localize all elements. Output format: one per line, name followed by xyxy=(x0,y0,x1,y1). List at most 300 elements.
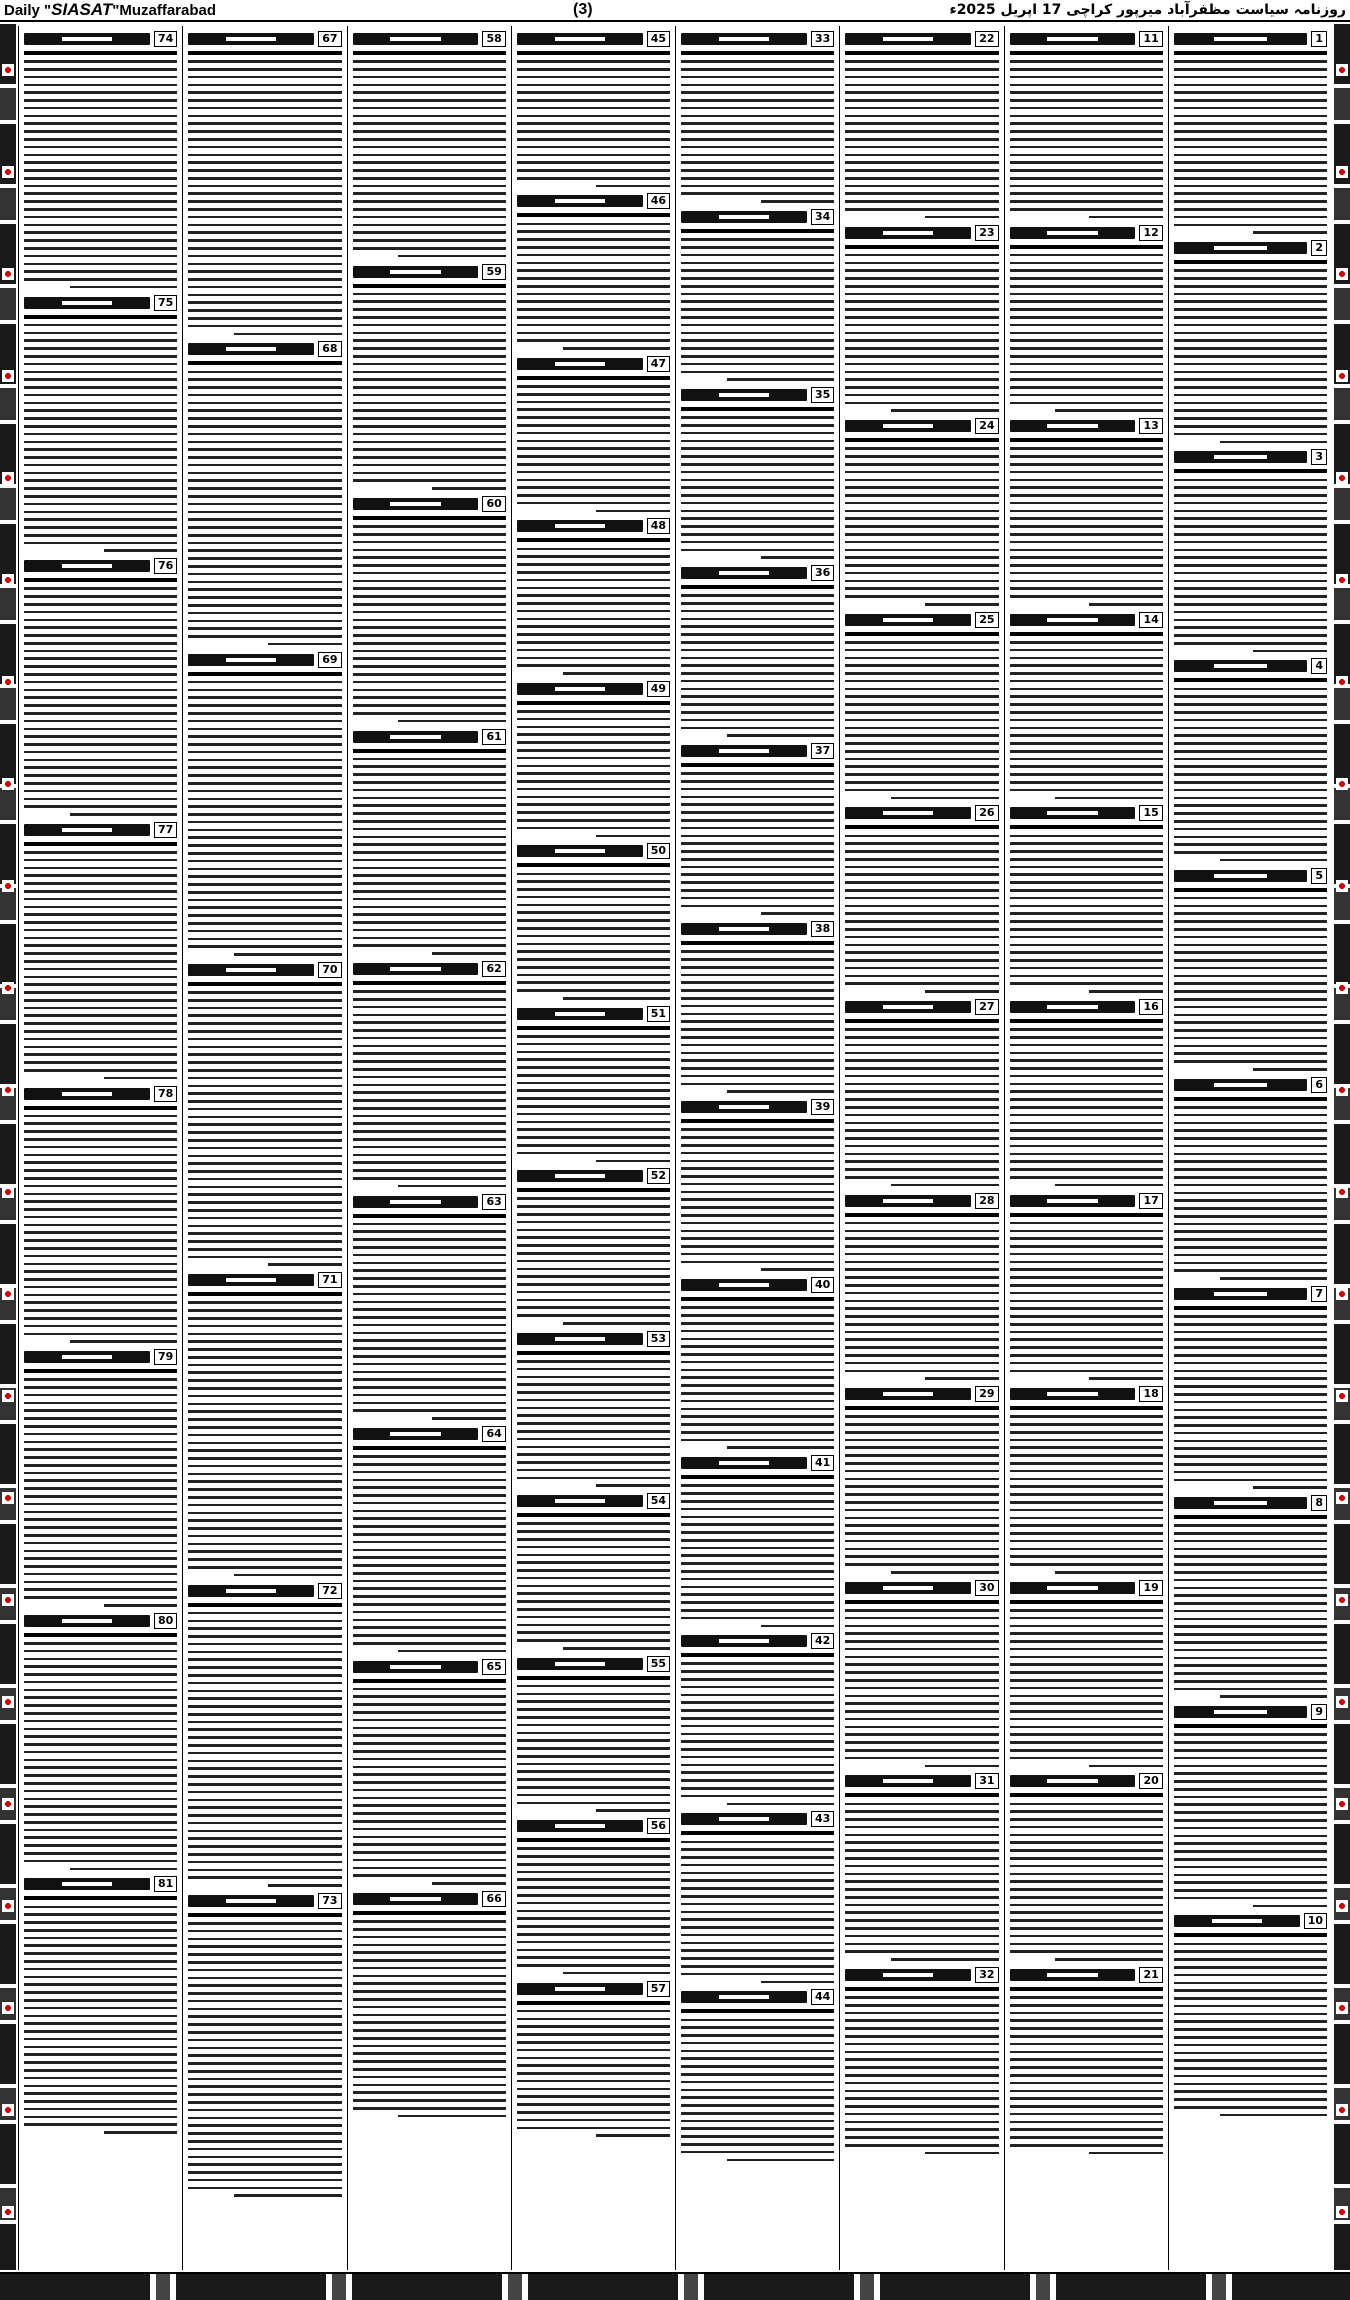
text-line xyxy=(188,712,341,715)
text-line xyxy=(845,1927,998,1930)
text-line xyxy=(517,2064,670,2067)
siasat-logo-icon xyxy=(681,745,807,757)
text-line xyxy=(681,177,834,180)
text-line xyxy=(845,1153,998,1156)
text-line xyxy=(188,999,341,1002)
text-line xyxy=(845,2051,998,2054)
text-line xyxy=(1174,990,1327,993)
text-line xyxy=(188,813,341,816)
text-line xyxy=(1174,1424,1327,1427)
siasat-logo-icon xyxy=(845,1775,971,1787)
text-line xyxy=(845,1230,998,1233)
text-line xyxy=(681,1136,834,1139)
text-line xyxy=(1174,417,1327,420)
text-line xyxy=(681,1586,834,1589)
text-line xyxy=(1010,580,1163,583)
text-line xyxy=(1010,765,1163,768)
text-line xyxy=(1174,378,1327,381)
notice-header xyxy=(1174,30,1327,48)
text-line xyxy=(188,735,341,738)
text-line xyxy=(188,922,341,925)
siasat-logo-icon xyxy=(681,923,807,935)
text-line xyxy=(596,1809,670,1812)
notice-header xyxy=(353,1890,506,1908)
siasat-logo-icon xyxy=(353,731,479,743)
text-line xyxy=(1010,928,1163,931)
text-line xyxy=(1174,208,1327,211)
text-line xyxy=(24,657,177,660)
text-line xyxy=(1010,525,1163,528)
newspaper-city: "Muzaffarabad xyxy=(112,2,217,19)
notice-header xyxy=(353,495,506,513)
text-line xyxy=(24,339,177,342)
text-line xyxy=(1174,1579,1327,1582)
text-line xyxy=(1010,494,1163,497)
text-line xyxy=(1174,1943,1327,1946)
text-line xyxy=(517,1886,670,1889)
text-line xyxy=(24,728,177,731)
text-line xyxy=(353,595,506,598)
notice-text xyxy=(517,376,670,512)
text-line xyxy=(681,2104,834,2107)
text-line xyxy=(681,1694,834,1697)
left-decorative-border xyxy=(0,24,16,2270)
text-line xyxy=(845,293,998,296)
notice-number: 17 xyxy=(1139,1193,1162,1209)
notice-text xyxy=(24,1369,177,1606)
notice-header xyxy=(353,1193,506,1211)
text-line xyxy=(24,1255,177,1258)
text-line xyxy=(681,1067,834,1070)
text-line xyxy=(24,425,177,428)
text-line xyxy=(24,1130,177,1133)
text-line xyxy=(188,1527,341,1530)
text-line xyxy=(1174,185,1327,188)
text-line xyxy=(845,688,998,691)
text-line xyxy=(845,1145,998,1148)
notice-column-1 xyxy=(1168,26,1332,2270)
text-line xyxy=(845,1818,998,1821)
text-line xyxy=(1174,68,1327,71)
text-line xyxy=(517,1676,670,1680)
text-line xyxy=(517,385,670,388)
text-line xyxy=(188,1861,341,1864)
text-line xyxy=(24,169,177,172)
text-line xyxy=(188,1100,341,1103)
text-line xyxy=(517,981,670,984)
notice-header xyxy=(517,842,670,860)
text-line xyxy=(517,262,670,265)
text-line xyxy=(845,2035,998,2038)
notice-number: 28 xyxy=(975,1193,998,1209)
text-line xyxy=(24,798,177,801)
text-line xyxy=(24,1046,177,1049)
text-line xyxy=(353,1455,506,1458)
text-line xyxy=(517,223,670,226)
text-line xyxy=(353,1154,506,1157)
text-line xyxy=(24,929,177,932)
text-line xyxy=(188,1721,341,1724)
text-line xyxy=(681,1872,834,1875)
text-line xyxy=(1174,603,1327,606)
text-line xyxy=(188,1930,341,1933)
text-line xyxy=(1010,161,1163,164)
siasat-logo-icon xyxy=(845,1001,971,1013)
text-line xyxy=(845,1532,998,1535)
text-line xyxy=(1174,580,1327,583)
notice-header xyxy=(681,1810,834,1828)
text-line xyxy=(845,866,998,869)
text-line xyxy=(681,1593,834,1596)
notice-header xyxy=(1174,239,1327,257)
text-line xyxy=(353,192,506,195)
text-line xyxy=(1010,1300,1163,1303)
text-line xyxy=(517,1554,670,1557)
text-line xyxy=(563,1972,670,1975)
text-line xyxy=(188,906,341,909)
text-line xyxy=(24,324,177,327)
text-line xyxy=(353,749,506,753)
notice-number: 74 xyxy=(154,31,177,47)
text-line xyxy=(1174,1145,1327,1148)
star-ornament-icon xyxy=(2,1798,14,1810)
text-line xyxy=(517,904,670,907)
text-line xyxy=(1010,51,1163,55)
text-line xyxy=(24,1433,177,1436)
text-line xyxy=(353,525,506,528)
text-line xyxy=(353,355,506,358)
text-line xyxy=(681,115,834,118)
text-line xyxy=(1174,912,1327,915)
text-line xyxy=(1010,371,1163,374)
notice-columns xyxy=(18,26,1332,2270)
text-line xyxy=(681,835,834,838)
text-line xyxy=(24,999,177,1002)
star-ornament-icon xyxy=(2,166,14,178)
text-line xyxy=(24,921,177,924)
notice-number: 37 xyxy=(811,743,834,759)
notice-column-2 xyxy=(1004,26,1168,2270)
siasat-logo-icon xyxy=(1010,807,1136,819)
siasat-logo-icon xyxy=(1010,420,1136,432)
notice-text xyxy=(1010,825,1163,992)
text-line xyxy=(517,733,670,736)
text-line xyxy=(1174,998,1327,1001)
text-line xyxy=(517,1351,670,1355)
text-line xyxy=(845,1880,998,1883)
text-line xyxy=(188,208,341,211)
text-line xyxy=(1174,541,1327,544)
text-line xyxy=(1010,269,1163,272)
text-line xyxy=(24,138,177,141)
text-line xyxy=(24,1386,177,1389)
text-line xyxy=(353,1634,506,1637)
text-line xyxy=(188,1822,341,1825)
text-line xyxy=(1174,1192,1327,1195)
text-line xyxy=(353,1510,506,1513)
text-line xyxy=(517,339,670,342)
notice-text xyxy=(24,1896,177,2133)
text-line xyxy=(24,130,177,133)
text-line xyxy=(353,378,506,381)
text-line xyxy=(188,565,341,568)
text-line xyxy=(188,1379,341,1382)
text-line xyxy=(1010,2019,1163,2022)
text-line xyxy=(24,1022,177,1025)
notice-text xyxy=(1174,260,1327,443)
text-line xyxy=(188,1977,341,1980)
text-line xyxy=(1010,471,1163,474)
text-line xyxy=(1174,115,1327,118)
text-line xyxy=(681,763,834,767)
text-line xyxy=(353,402,506,405)
text-line xyxy=(681,1795,834,1798)
siasat-logo-icon xyxy=(353,498,479,510)
siasat-logo-icon xyxy=(681,1101,807,1113)
text-line xyxy=(681,1439,834,1442)
text-line xyxy=(1174,1254,1327,1257)
notice-header xyxy=(845,1966,998,1984)
text-line xyxy=(1174,1842,1327,1845)
text-line xyxy=(188,689,341,692)
text-line xyxy=(353,1285,506,1288)
text-line xyxy=(353,1214,506,1218)
text-line xyxy=(845,1849,998,1852)
text-line xyxy=(24,2100,177,2103)
text-line xyxy=(24,1146,177,1149)
text-line xyxy=(1174,486,1327,489)
text-line xyxy=(24,1813,177,1816)
text-line xyxy=(353,1076,506,1079)
text-line xyxy=(24,603,177,606)
text-line xyxy=(845,471,998,474)
text-line xyxy=(1010,982,1163,985)
text-line xyxy=(517,2119,670,2122)
text-line xyxy=(1174,734,1327,737)
text-line xyxy=(24,1836,177,1839)
text-line xyxy=(845,2019,998,2022)
text-line xyxy=(1010,91,1163,94)
notice-number: 1 xyxy=(1311,31,1327,47)
text-line xyxy=(1174,1587,1327,1590)
text-line xyxy=(681,1119,834,1123)
text-line xyxy=(24,611,177,614)
notice-column-7 xyxy=(182,26,346,2270)
text-line xyxy=(845,975,998,978)
text-line xyxy=(517,99,670,102)
text-line xyxy=(188,503,341,506)
text-line xyxy=(24,976,177,979)
text-line xyxy=(845,1331,998,1334)
text-line xyxy=(353,1603,506,1606)
text-line xyxy=(1010,1478,1163,1481)
text-line xyxy=(681,84,834,87)
text-line xyxy=(845,355,998,358)
text-line xyxy=(517,1608,670,1611)
text-line xyxy=(845,1098,998,1101)
text-line xyxy=(353,1859,506,1862)
text-line xyxy=(845,1137,998,1140)
text-line xyxy=(517,122,670,125)
text-line xyxy=(353,981,506,985)
text-line xyxy=(596,510,670,513)
text-line xyxy=(845,1036,998,1039)
text-line xyxy=(188,402,341,405)
text-line xyxy=(681,1895,834,1898)
text-line xyxy=(1174,1052,1327,1055)
text-line xyxy=(681,246,834,249)
text-line xyxy=(845,1245,998,1248)
text-line xyxy=(681,1261,834,1264)
text-line xyxy=(845,1478,998,1481)
notice-number: 10 xyxy=(1304,1913,1327,1929)
text-line xyxy=(845,781,998,784)
text-line xyxy=(188,875,341,878)
notice-text xyxy=(1010,245,1163,412)
text-line xyxy=(681,1670,834,1673)
text-line xyxy=(1174,1532,1327,1535)
text-line xyxy=(681,618,834,621)
text-line xyxy=(1010,1679,1163,1682)
notice-header xyxy=(24,1875,177,1893)
text-line xyxy=(1174,982,1327,985)
text-line xyxy=(24,192,177,195)
text-line xyxy=(517,1043,670,1046)
text-line xyxy=(188,1744,341,1747)
text-line xyxy=(234,2194,341,2197)
notice-text xyxy=(517,213,670,349)
text-line xyxy=(1174,975,1327,978)
text-line xyxy=(1174,828,1327,831)
text-line xyxy=(1010,1083,1163,1086)
text-line xyxy=(24,1728,177,1731)
text-line xyxy=(1174,200,1327,203)
text-line xyxy=(517,401,670,404)
text-line xyxy=(845,1888,998,1891)
text-line xyxy=(24,1805,177,1808)
notice-header xyxy=(188,340,341,358)
text-line xyxy=(681,2135,834,2138)
text-line xyxy=(845,1462,998,1465)
text-line xyxy=(188,774,341,777)
text-line xyxy=(353,2107,506,2110)
text-line xyxy=(1174,1680,1327,1683)
text-line xyxy=(845,1617,998,1620)
text-line xyxy=(24,782,177,785)
text-line xyxy=(517,2025,670,2028)
text-line xyxy=(681,2009,834,2013)
notice-header xyxy=(845,1192,998,1210)
text-line xyxy=(1174,1346,1327,1349)
text-line xyxy=(681,1475,834,1479)
text-line xyxy=(681,873,834,876)
text-line xyxy=(188,1340,341,1343)
text-line xyxy=(845,632,998,636)
text-line xyxy=(1174,703,1327,706)
text-line xyxy=(517,1700,670,1703)
text-line xyxy=(845,2004,998,2007)
notice-header xyxy=(845,224,998,242)
text-line xyxy=(563,1647,670,1650)
text-line xyxy=(517,51,670,55)
text-line xyxy=(353,1936,506,1939)
text-line xyxy=(1174,758,1327,761)
text-line xyxy=(845,2090,998,2093)
text-line xyxy=(188,2054,341,2057)
text-line xyxy=(1174,556,1327,559)
text-line xyxy=(845,1865,998,1868)
text-line xyxy=(681,711,834,714)
notice-number: 16 xyxy=(1139,999,1162,1015)
text-line xyxy=(24,503,177,506)
text-line xyxy=(681,1531,834,1534)
siasat-logo-icon xyxy=(188,343,314,355)
text-line xyxy=(845,912,998,915)
text-line xyxy=(1174,339,1327,342)
text-line xyxy=(1010,208,1163,211)
notice-header xyxy=(681,208,834,226)
text-line xyxy=(353,1525,506,1528)
text-line xyxy=(681,2042,834,2045)
text-line xyxy=(1010,177,1163,180)
text-line xyxy=(24,1456,177,1459)
text-line xyxy=(1174,2044,1327,2047)
text-line xyxy=(517,479,670,482)
notice-text xyxy=(517,51,670,187)
text-line xyxy=(24,1053,177,1056)
notice-number: 13 xyxy=(1139,418,1162,434)
text-line xyxy=(188,1116,341,1119)
text-line xyxy=(517,1236,670,1239)
text-line xyxy=(517,1770,670,1773)
siasat-logo-icon xyxy=(1174,660,1308,672)
star-ornament-icon xyxy=(2,676,14,688)
text-line xyxy=(24,161,177,164)
text-line xyxy=(517,1461,670,1464)
text-line xyxy=(353,1409,506,1412)
notice-text xyxy=(353,1214,506,1420)
text-line xyxy=(681,363,834,366)
text-line xyxy=(845,703,998,706)
text-line xyxy=(188,1674,341,1677)
notice-header xyxy=(24,557,177,575)
star-ornament-icon xyxy=(1336,1084,1348,1096)
text-line xyxy=(845,1803,998,1806)
text-line xyxy=(1010,84,1163,87)
text-line xyxy=(24,1565,177,1568)
text-line xyxy=(24,1378,177,1381)
text-line xyxy=(24,805,177,808)
notice-number: 75 xyxy=(154,295,177,311)
siasat-logo-icon xyxy=(845,420,971,432)
text-line xyxy=(845,1075,998,1078)
text-line xyxy=(188,534,341,537)
text-line xyxy=(681,455,834,458)
text-line xyxy=(517,664,670,667)
star-ornament-icon xyxy=(2,1390,14,1402)
text-line xyxy=(681,1662,834,1665)
text-line xyxy=(517,1933,670,1936)
text-line xyxy=(1174,951,1327,954)
text-line xyxy=(24,224,177,227)
text-line xyxy=(517,1925,670,1928)
text-line xyxy=(1174,316,1327,319)
text-line xyxy=(188,224,341,227)
text-line xyxy=(353,130,506,133)
siasat-logo-icon xyxy=(1174,1706,1308,1718)
text-line xyxy=(517,376,670,380)
text-line xyxy=(681,1740,834,1743)
